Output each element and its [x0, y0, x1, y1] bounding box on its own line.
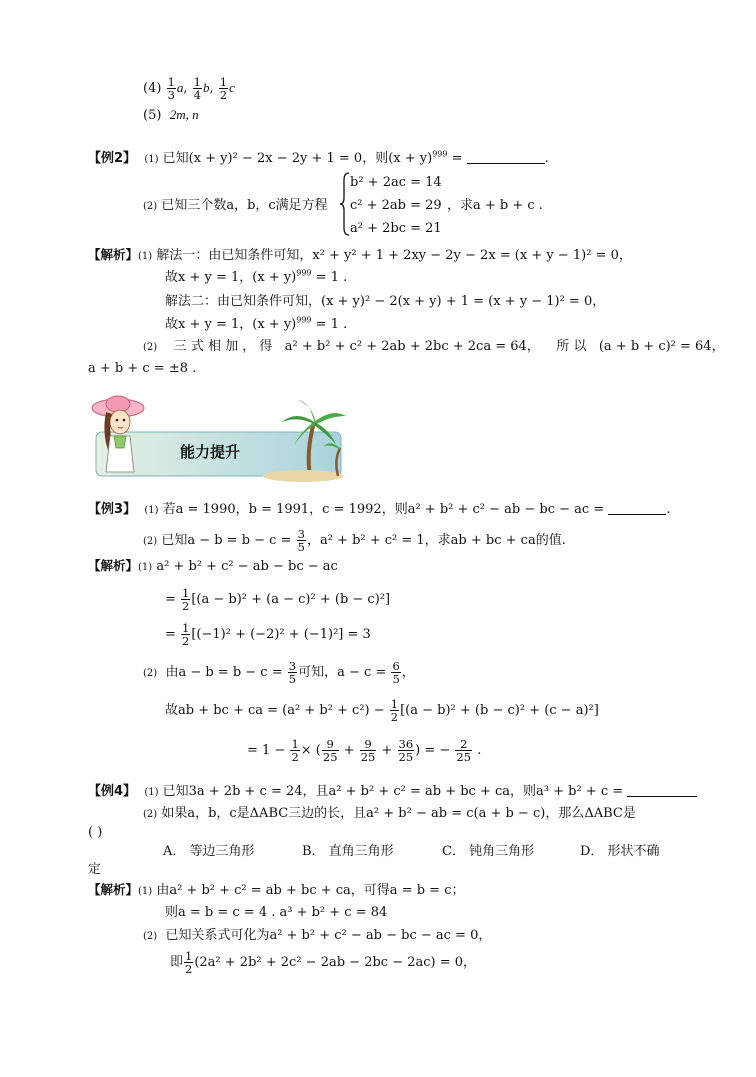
example-label: 【例3】 — [88, 502, 137, 517]
solution-3-line-2: = $\frac{1}{2}$ [(a − b)² + (a − c)² + (b − c)²] — [165, 586, 391, 613]
example-label: 【例2】 — [88, 151, 137, 166]
solution-2-line-6: a + b + c = ±8 . — [88, 361, 197, 376]
system-eq-1: b² + 2ac = 14 — [350, 175, 442, 190]
equation-brace — [340, 172, 350, 236]
fraction: $\frac{1}{3}$ — [167, 75, 175, 102]
option-b[interactable]: B． 直角三角形 — [302, 844, 394, 859]
solution-label: 【解析】 — [88, 247, 139, 262]
example-4-part-2: (2) 如果a，b，c是ΔABC三边的长，且a² + b² − ab = c(a + b − c)，那么ΔABC是 — [143, 806, 636, 821]
solution-2-line-3: 解法二：由已知条件可知，(x + y)² − 2(x + y) + 1 = (x + y − 1)² = 0， — [165, 294, 606, 309]
answer-parentheses[interactable]: ( ) — [88, 825, 103, 840]
solution-label: 【解析】 — [88, 558, 139, 573]
fraction: $\frac{1}{4}$ — [193, 75, 201, 102]
option-c[interactable]: C． 钝角三角形 — [442, 844, 535, 859]
solution-3-line-6: = 1 − $\frac{1}{2}$ × ( $\frac{9}{25}$ + $\frac{9}{25}$ + $\frac{36}{25}$ ) = − $\frac{2}{25}$ . — [247, 737, 482, 764]
example-4-part-1: 【例4】 (1) 已知3a + 2b + c = 24，且a² + b² + c² = ab + bc + ca，则a³ + b² + c = — [88, 784, 697, 801]
solution-4-line-2: 则a = b = c = 4 . a³ + b² + c = 84 — [165, 905, 388, 920]
example-3-part-2: (2) 已知a − b = b − c = $\frac{3}{5}$ ，a² + b² + c² = 1，求ab + bc + ca的值. — [143, 527, 566, 554]
option-d-continued: 定 — [88, 862, 102, 877]
example-2-part-1: 【例2】 (1) 已知(x + y)² − 2x − 2y + 1 = 0，则$(x + y)^{999}$ = . — [88, 149, 549, 166]
solution-4-line-4: 即 $\frac{1}{2}$ (2a² + 2b² + 2c² − 2ab − 2bc − 2ac) = 0， — [170, 949, 477, 976]
variable: c — [229, 80, 235, 95]
fraction: $\frac{1}{2}$ — [219, 75, 228, 102]
system-eq-3: a² + 2bc = 21 — [350, 221, 442, 236]
answer-blank[interactable] — [627, 784, 697, 797]
banner-illustration — [88, 392, 348, 484]
option-a[interactable]: A． 等边三角形 — [163, 844, 255, 859]
example-2-question: ，求a + b + c . — [447, 198, 543, 213]
solution-4-line-1: 【解析】(1) 由a² + b² + c² = ab + bc + ca，可得a = b = c； — [88, 882, 465, 898]
solution-2-line-4: 故x + y = 1，$(x + y)^{999} = 1$ . — [165, 315, 348, 332]
solution-4-line-3: (2) 已知关系式可化为a² + b² + c² − ab − bc − ac = 0， — [143, 928, 492, 943]
system-eq-2: c² + 2ab = 29 — [350, 198, 442, 213]
item-number: (4) — [143, 81, 162, 96]
solution-3-line-4: (2) 由a − b = b − c = $\frac{3}{5}$ 可知，a − c = $\frac{6}{5}$ ， — [143, 659, 415, 686]
example-2-part-2: (2) 已知三个数a，b，c满足方程 — [143, 198, 328, 213]
section-banner — [88, 392, 348, 484]
banner-title: 能力提升 — [180, 443, 241, 461]
solution-3-line-3: = $\frac{1}{2}$ [(−1)² + (−2)² + (−1)²] = 3 — [165, 621, 371, 648]
solution-2-line-5: (2) 三 式 相 加 ， 得 a² + b² + c² + 2ab + 2bc + 2ca = 64， 所 以 (a + b + c)² = 64， — [143, 339, 725, 354]
solution-3-line-1: 【解析】(1) a² + b² + c² − ab − bc − ac — [88, 558, 338, 574]
solution-2-line-1: 【解析】(1) 解法一：由已知条件可知，x² + y² + 1 + 2xy − 2y − 2x = (x + y − 1)² = 0， — [88, 247, 632, 263]
variable: b — [203, 80, 210, 95]
variable: a — [176, 80, 184, 95]
solution-3-line-5: 故ab + bc + ca = (a² + b² + c²) − $\frac{1}{2}$ [(a − b)² + (b − c)² + (c − a)²] — [165, 697, 599, 724]
item-5: (5) 2m, n — [143, 107, 199, 123]
item-4: (4) $\frac{1}{3}$ a, $\frac{1}{4}$ b, $\frac{1}{2}$ c — [143, 75, 235, 102]
answer-blank[interactable] — [608, 502, 666, 515]
example-3-part-1: 【例3】 (1) 若a = 1990，b = 1991，c = 1992，则a² + b² + c² − ab − bc − ac = . — [88, 502, 671, 517]
solution-label: 【解析】 — [88, 882, 139, 897]
option-d[interactable]: D． 形状不确 — [580, 844, 660, 859]
example-label: 【例4】 — [88, 784, 137, 799]
answer-blank[interactable] — [467, 151, 545, 164]
solution-2-line-2: 故x + y = 1，$(x + y)^{999} = 1$ . — [165, 268, 348, 285]
